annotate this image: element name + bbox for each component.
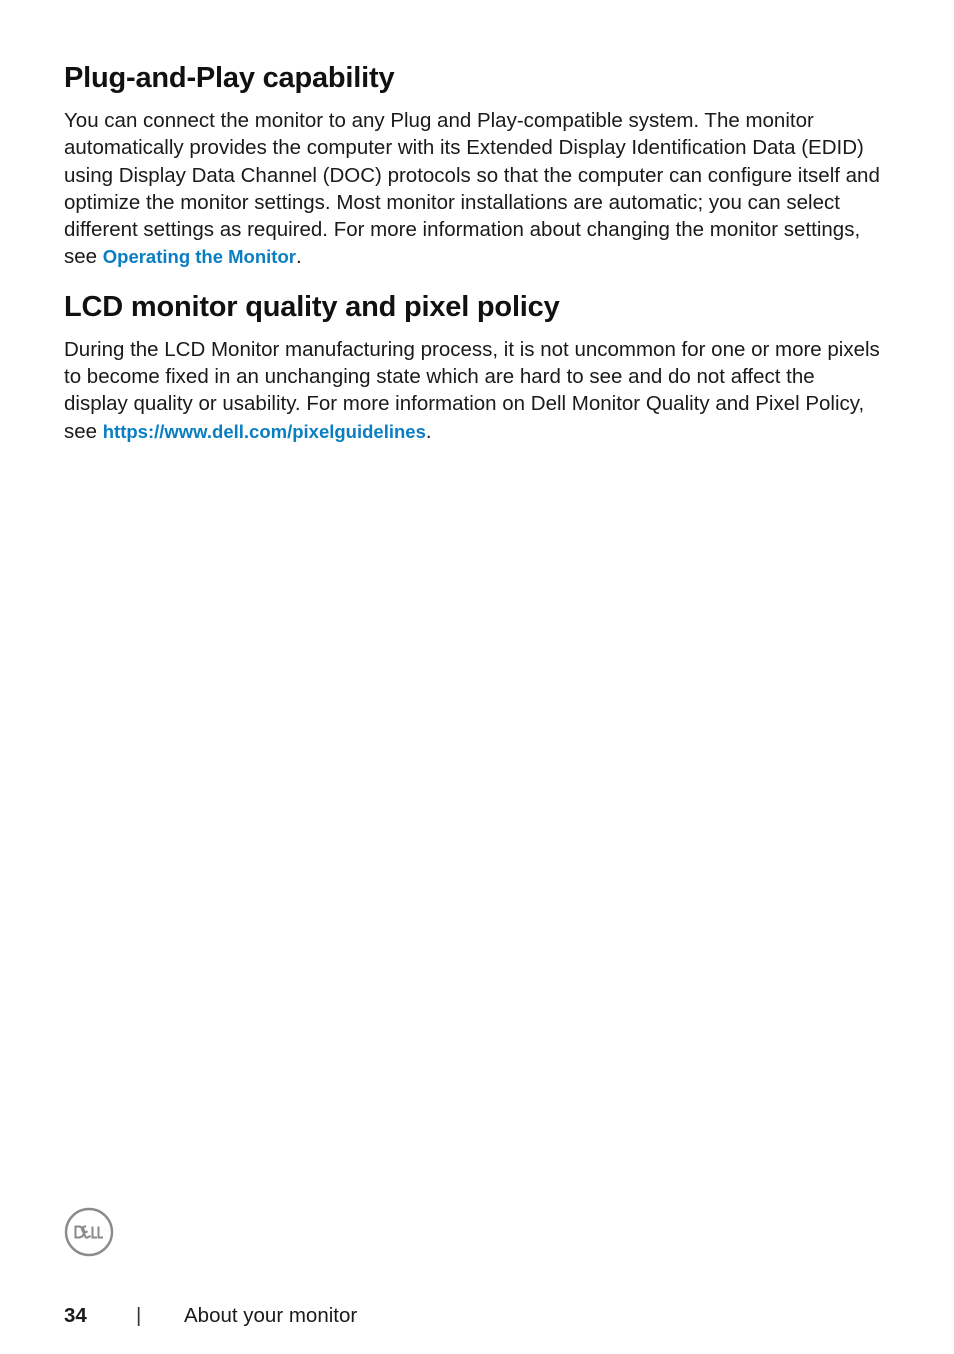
- operating-the-monitor-link[interactable]: Operating the Monitor: [102, 246, 296, 268]
- footer-separator: |: [136, 1304, 142, 1327]
- body-text: You can connect the monitor to any Plug and Play-compatible system. The monitor automatically provides the computer with its Extended Display Identification Data (EDID) using Display Data Channel (DOC) protocols so that the computer can configure itself and optimize the monitor settings. Most monitor installations are automatic; you can select different settings as required. For more information about changing the monitor settings, see: [64, 109, 880, 269]
- body-text: During the LCD Monitor manufacturing process, it is not uncommon for one or more pixels to become fixed in an unchanging state which are hard to see and do not affect the display quality or usability. For more information on Dell Monitor Quality and Pixel Policy, see: [64, 337, 880, 443]
- body-text-end: .: [295, 245, 302, 269]
- section-title-pixel-policy: LCD monitor quality and pixel policy: [64, 290, 560, 323]
- page-number: 34: [64, 1304, 87, 1327]
- dell-logo-icon: [64, 1207, 114, 1257]
- section-body-pixel-policy: [64, 336, 884, 445]
- body-text-end: .: [425, 419, 432, 443]
- section-title-plug-and-play: Plug-and-Play capability: [64, 62, 395, 94]
- page-content: [64, 58, 884, 445]
- page-footer: [64, 1302, 664, 1330]
- chapter-title: About your monitor: [184, 1304, 358, 1327]
- section-body-plug-and-play: [64, 107, 884, 271]
- pixel-guidelines-link[interactable]: https://www.dell.com/pixelguidelines: [102, 420, 426, 442]
